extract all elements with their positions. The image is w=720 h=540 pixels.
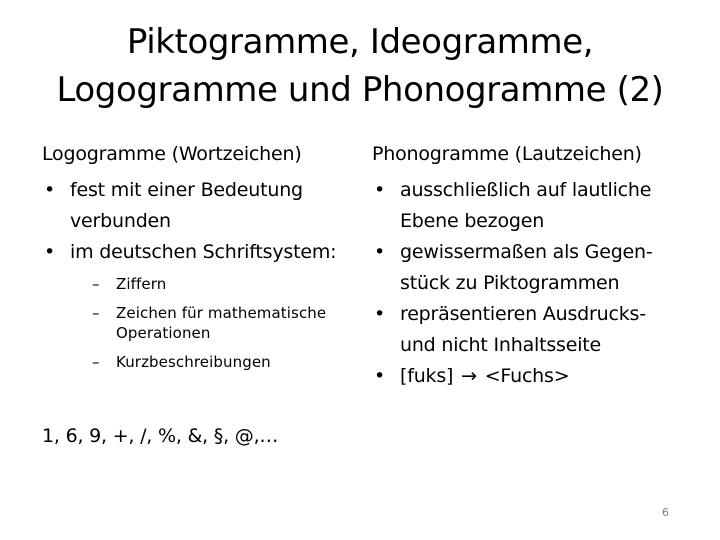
examples-line: 1, 6, 9, +, /, %, &, §, @,…: [42, 425, 279, 447]
slide-title-line-1: Piktogramme, Ideogramme,: [126, 22, 594, 62]
right-bullet-list: [372, 175, 672, 392]
left-column: [42, 142, 362, 381]
sub-list-item: – Kurzbeschreibungen: [90, 352, 362, 372]
list-item: [372, 237, 672, 299]
right-column-heading: Phonogramme (Lautzeichen): [372, 143, 642, 165]
arrow-right-icon: →: [461, 365, 477, 387]
sub-list-item: – Ziffern: [90, 274, 362, 294]
sub-bullet-text-part: Zeichen für mathematische: [116, 304, 327, 322]
list-item: [42, 175, 362, 237]
phonetic-transcription: [fuks]: [400, 365, 454, 387]
sub-bullet-list: [70, 274, 362, 372]
page-number: 6: [662, 506, 669, 519]
sub-list-item: [90, 303, 362, 343]
bullet-text-part: fest mit einer Bedeutung: [70, 179, 303, 201]
bullet-text: • ausschließlich auf lautliche Ebene bezogen: [400, 179, 652, 232]
bullet-text: • repräsentieren Ausdrucks- und nicht Inhaltsseite: [400, 303, 646, 356]
slide-title-line-2: Logogramme und Phonogramme (2): [56, 70, 664, 110]
left-column-heading: Logogramme (Wortzeichen): [42, 143, 302, 165]
left-bullet-list: [42, 175, 362, 372]
right-column: [372, 142, 672, 392]
list-item: [372, 361, 672, 392]
bullet-text: • gewissermaßen als Gegen- stück zu Piktogrammen: [400, 241, 653, 294]
list-item: [372, 175, 672, 237]
list-item: [372, 299, 672, 361]
list-item: [42, 237, 362, 372]
slide-title: [20, 18, 700, 114]
bullet-text: [400, 361, 672, 392]
bullet-text: [70, 175, 362, 237]
bullet-text: • im deutschen Schriftsystem:: [70, 241, 337, 263]
sub-bullet-text-part: Operationen: [116, 324, 211, 342]
bullet-text-part: verbunden: [70, 210, 171, 232]
grapheme-notation: <Fuchs>: [484, 365, 570, 387]
